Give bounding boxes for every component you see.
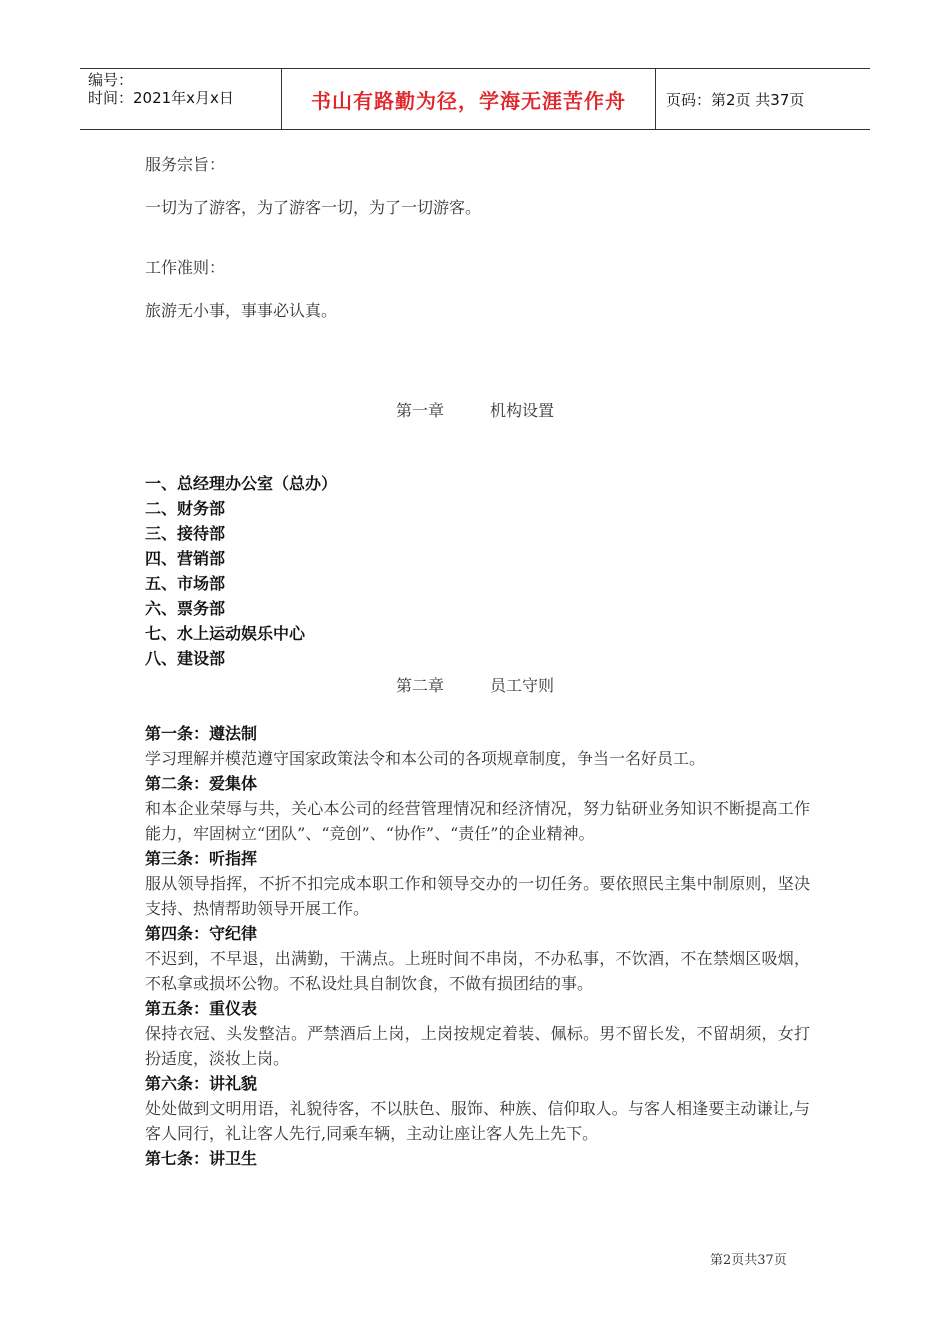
- employee-rules: [145, 721, 810, 1171]
- department-item: 六、票务部: [145, 599, 226, 618]
- document-header: [80, 68, 870, 130]
- chapter-2-title: 员工守则: [490, 676, 555, 695]
- article-title: 第五条：重仪表: [145, 999, 258, 1018]
- department-list: [145, 471, 810, 671]
- chapter-1-title: 机构设置: [490, 401, 555, 420]
- department-item: 七、水上运动娱乐中心: [145, 624, 306, 643]
- article-title: 第六条：讲礼貌: [145, 1074, 258, 1093]
- article-body: 保持衣冠、头发整洁。严禁酒后上岗，上岗按规定着装、佩标。男不留长发，不留胡须，女打扮适度，淡妆上岗。: [145, 1024, 810, 1068]
- department-item: 五、市场部: [145, 574, 226, 593]
- department-item: 二、财务部: [145, 499, 226, 518]
- header-page-number: 页码：第2页 共37页: [666, 90, 805, 109]
- footer-page-number: 第2页共37页: [710, 1253, 787, 1268]
- service-purpose-text: 一切为了游客，为了游客一切，为了一切游客。: [145, 198, 482, 217]
- work-principle-label: 工作准则：: [145, 258, 226, 277]
- article-body: 处处做到文明用语，礼貌待客，不以肤色、服饰、种族、信仰取人。与客人相逢要主动谦让,与客人同行，礼让客人先行,同乘车辆，主动让座让客人先上先下。: [145, 1099, 810, 1143]
- article-body: 学习理解并模范遵守国家政策法令和本公司的各项规章制度，争当一名好员工。: [145, 749, 706, 768]
- header-motto: 书山有路勤为径，学海无涯苦作舟: [282, 69, 656, 129]
- article-body: 不迟到，不早退，出满勤，干满点。上班时间不串岗，不办私事，不饮酒，不在禁烟区吸烟，不私拿或损坏公物。不私设灶具自制饮食，不做有损团结的事。: [145, 949, 810, 993]
- department-item: 四、营销部: [145, 549, 226, 568]
- article-title: 第二条：爱集体: [145, 774, 258, 793]
- article-title: 第四条：守纪律: [145, 924, 258, 943]
- chapter-2-heading: [0, 673, 950, 696]
- chapter-1-number: 第一章: [395, 401, 444, 420]
- department-item: 八、建设部: [145, 649, 226, 668]
- service-purpose-section: [145, 152, 810, 220]
- chapter-1-heading: [0, 398, 950, 421]
- service-purpose-label: 服务宗旨：: [145, 155, 226, 174]
- number-label: 编号：: [88, 71, 134, 89]
- chapter-2-number: 第二章: [395, 676, 444, 695]
- article-body: 服从领导指挥，不折不扣完成本职工作和领导交办的一切任务。要依照民主集中制原则，坚决支持、热情帮助领导开展工作。: [145, 874, 810, 918]
- department-item: 一、总经理办公室（总办）: [145, 474, 338, 493]
- article-body: 和本企业荣辱与共，关心本公司的经营管理情况和经济情况，努力钻研业务知识不断提高工作能力，牢固树立“团队”、“竞创”、“协作”、“责任”的企业精神。: [145, 799, 810, 843]
- article-title: 第一条：遵法制: [145, 724, 258, 743]
- work-principle-text: 旅游无小事，事事必认真。: [145, 301, 338, 320]
- header-meta: [80, 69, 282, 129]
- department-item: 三、接待部: [145, 524, 226, 543]
- article-title: 第三条：听指挥: [145, 849, 258, 868]
- time-label: 时间：2021年x月x日: [88, 89, 234, 107]
- work-principle-section: [145, 255, 810, 323]
- article-title: 第七条：讲卫生: [145, 1149, 258, 1168]
